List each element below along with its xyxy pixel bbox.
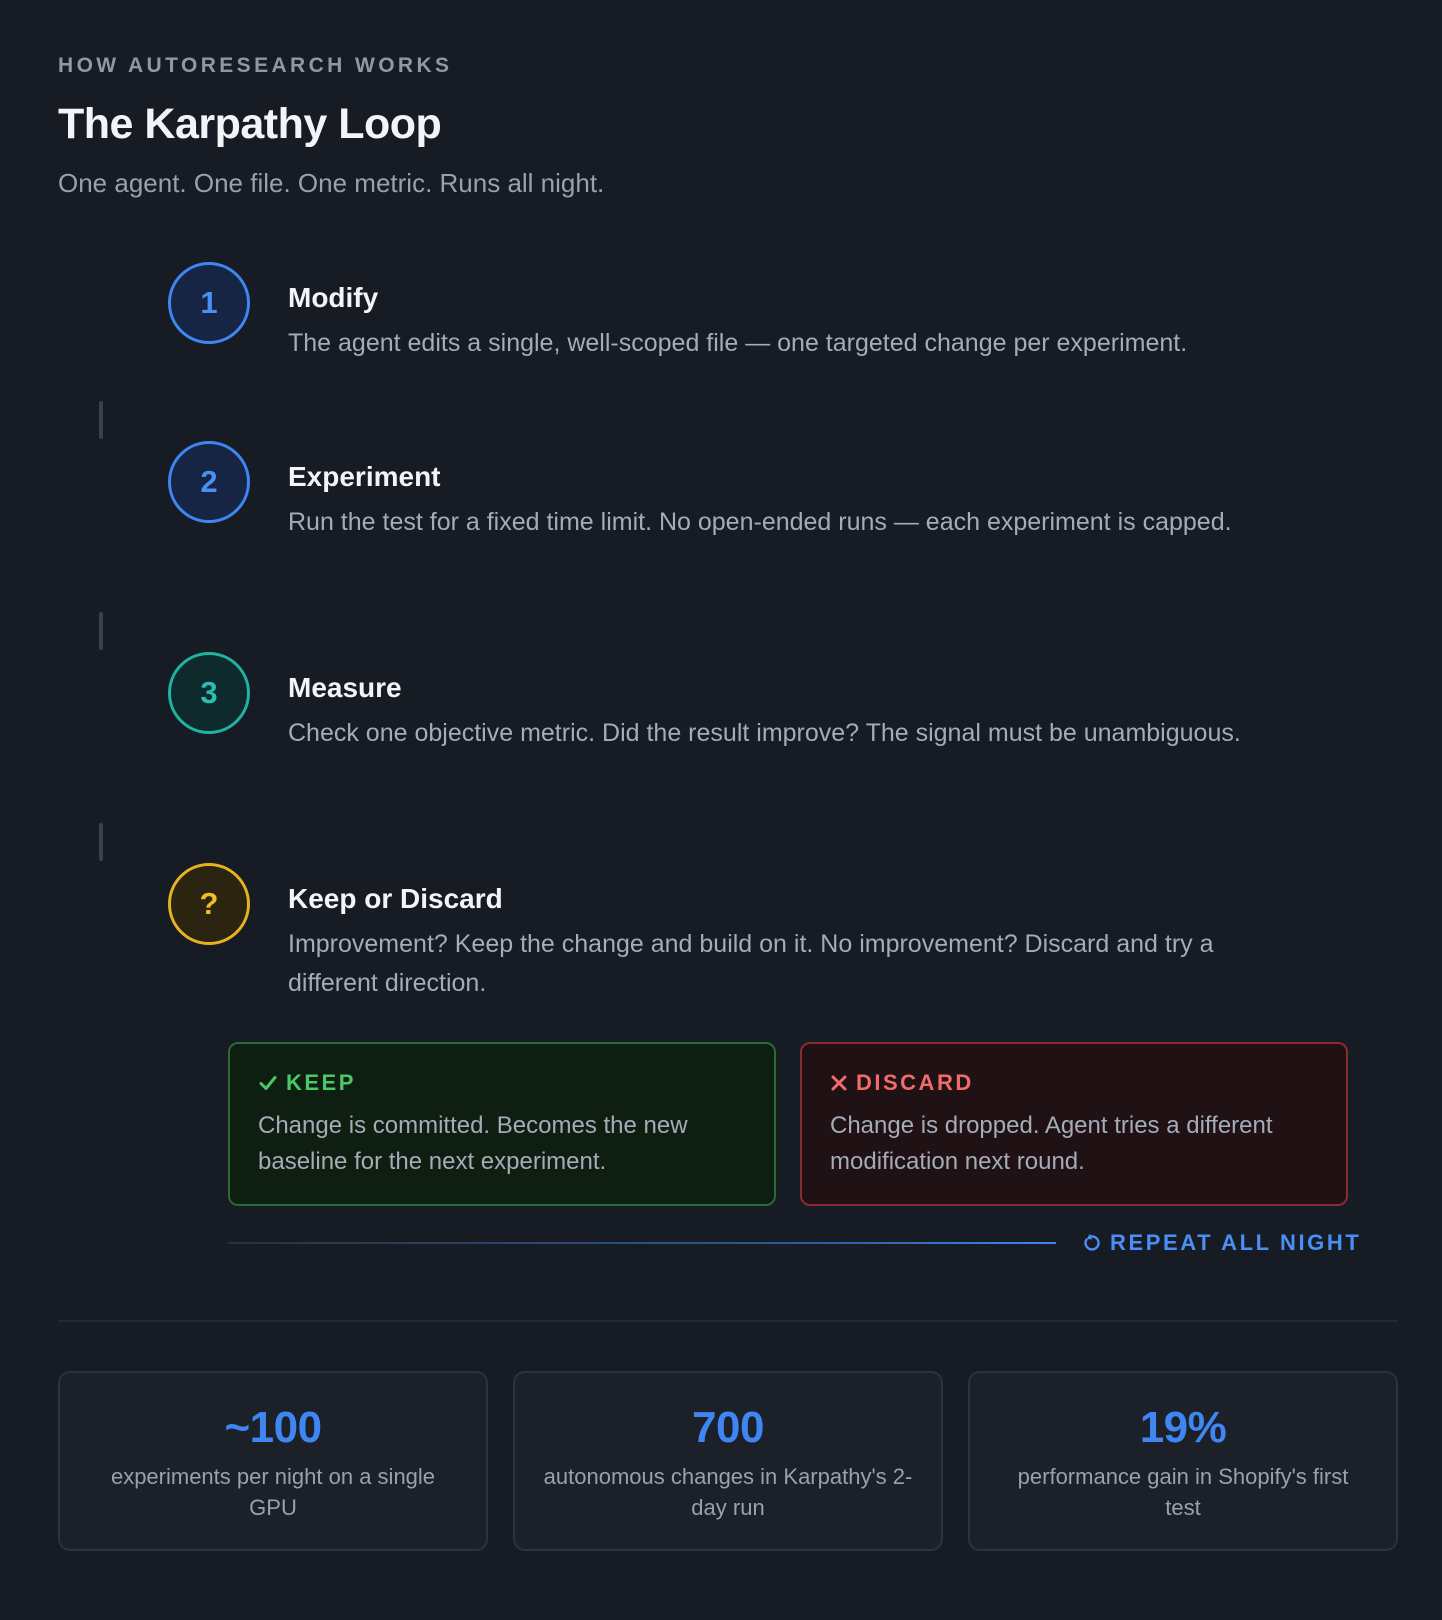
stat-value: 700 (692, 1403, 764, 1452)
stat-card-performance (968, 1371, 1398, 1551)
stat-card-experiments (58, 1371, 488, 1551)
stat-value: 19% (1139, 1403, 1227, 1452)
step-description: Run the test for a fixed time limit. No open-ended runs — each experiment is capped. (288, 508, 1232, 536)
step-connector (99, 823, 103, 861)
discard-description: Change is dropped. Agent tries a different modification next round. (830, 1112, 1273, 1175)
step-description: The agent edits a single, well-scoped file — one targeted change per experiment. (288, 329, 1188, 357)
step-number-badge: 1 (168, 262, 250, 344)
step-title: Keep or Discard (288, 883, 503, 914)
stat-card-changes (513, 1371, 943, 1551)
step-description: Check one objective metric. Did the result improve? The signal must be unambiguous. (288, 719, 1241, 747)
checkmark-icon (258, 1073, 278, 1093)
step-connector (99, 612, 103, 650)
discard-card-header (830, 1070, 1318, 1096)
repeat-label: REPEAT ALL NIGHT (1110, 1230, 1362, 1255)
step-connector (99, 401, 103, 439)
stat-label: performance gain in Shopify's first test (1017, 1464, 1349, 1520)
keep-card (228, 1042, 776, 1206)
discard-label: DISCARD (856, 1070, 974, 1095)
question-mark-badge: ? (168, 863, 250, 945)
page-title: The Karpathy Loop (58, 100, 442, 148)
page-subtitle: One agent. One file. One metric. Runs all night. (58, 168, 605, 198)
repeat-indicator (1080, 1230, 1361, 1256)
discard-card (800, 1042, 1348, 1206)
keep-description: Change is committed. Becomes the new baseline for the next experiment. (258, 1112, 688, 1175)
stat-label: autonomous changes in Karpathy's 2-day run (543, 1464, 913, 1520)
keep-label: KEEP (286, 1070, 356, 1095)
keep-card-header (258, 1070, 746, 1096)
step-title: Measure (288, 672, 402, 703)
section-divider (58, 1320, 1398, 1322)
section-eyebrow: HOW AUTORESEARCH WORKS (58, 54, 453, 77)
step-description: Improvement? Keep the change and build on it. No improvement? Discard and try a different direction. (288, 930, 1214, 997)
x-icon (830, 1074, 848, 1092)
step-title: Modify (288, 282, 379, 313)
stat-value: ~100 (224, 1403, 322, 1452)
step-number-badge: 3 (168, 652, 250, 734)
stat-label: experiments per night on a single GPU (110, 1464, 436, 1520)
step-title: Experiment (288, 461, 441, 492)
loop-arrow-icon (1080, 1232, 1102, 1254)
repeat-line (228, 1242, 1056, 1244)
step-number-badge: 2 (168, 441, 250, 523)
